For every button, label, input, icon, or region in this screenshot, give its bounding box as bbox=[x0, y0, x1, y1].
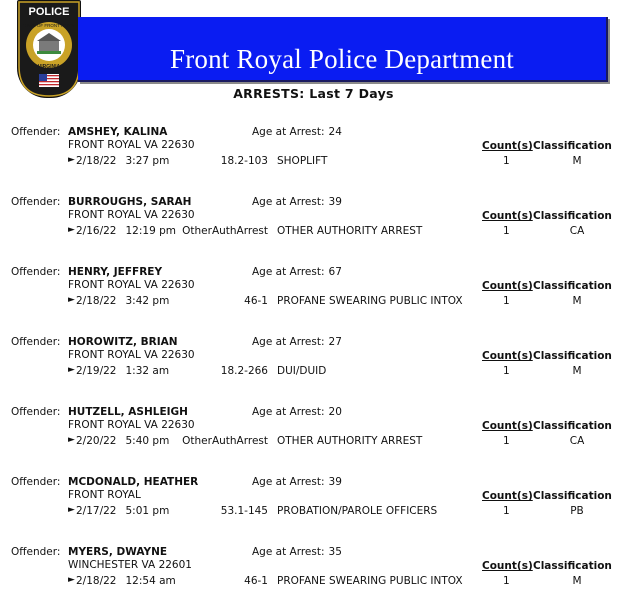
offender-label: Offender: bbox=[11, 476, 61, 488]
classification-header: Classification bbox=[533, 560, 612, 572]
age-at-arrest bbox=[252, 196, 342, 208]
header-banner bbox=[78, 17, 608, 82]
charge-description: SHOPLIFT bbox=[277, 155, 328, 167]
offender-name: MCDONALD, HEATHER bbox=[68, 476, 199, 488]
counts-header: Count(s) bbox=[482, 280, 533, 292]
classification-header: Classification bbox=[533, 490, 612, 502]
age-value: 67 bbox=[328, 266, 342, 278]
charge-classification: M bbox=[572, 155, 582, 167]
age-label: Age at Arrest: bbox=[252, 266, 325, 278]
badge-top-text: POLICE bbox=[28, 6, 70, 18]
offender-name: HOROWITZ, BRIAN bbox=[68, 336, 178, 348]
arrest-record bbox=[0, 404, 627, 474]
classification-header: Classification bbox=[533, 420, 612, 432]
offender-address: FRONT ROYAL VA 22630 bbox=[68, 279, 195, 291]
age-at-arrest bbox=[252, 336, 342, 348]
classification-header: Classification bbox=[533, 350, 612, 362]
offender-name: HENRY, JEFFREY bbox=[68, 266, 163, 278]
offender-label: Offender: bbox=[11, 406, 61, 418]
arrest-date: 2/18/22 bbox=[76, 155, 117, 167]
age-at-arrest bbox=[252, 476, 342, 488]
offender-label: Offender: bbox=[11, 196, 61, 208]
age-value: 39 bbox=[328, 196, 342, 208]
counts-header: Count(s) bbox=[482, 140, 533, 152]
charge-classification: CA bbox=[569, 435, 585, 447]
arrest-record bbox=[0, 474, 627, 544]
classification-header: Classification bbox=[533, 210, 612, 222]
badge-ring-text: TOWN OF FRONT ROYAL bbox=[21, 23, 77, 28]
arrest-record bbox=[0, 544, 627, 614]
charge-description: PROFANE SWEARING PUBLIC INTOX bbox=[277, 295, 463, 307]
arrow-icon: ► bbox=[68, 575, 75, 585]
arrest-record bbox=[0, 334, 627, 404]
arrest-time: 12:19 pm bbox=[125, 225, 176, 237]
offender-address: FRONT ROYAL VA 22630 bbox=[68, 139, 195, 151]
charge-count: 1 bbox=[503, 225, 510, 237]
charge-classification: CA bbox=[569, 225, 585, 237]
arrest-time: 1:32 am bbox=[125, 365, 170, 377]
offender-address: FRONT ROYAL bbox=[68, 489, 141, 501]
charge-code: 18.2-103 bbox=[220, 155, 268, 167]
age-at-arrest bbox=[252, 546, 342, 558]
offender-name: MYERS, DWAYNE bbox=[68, 546, 168, 558]
age-label: Age at Arrest: bbox=[252, 546, 325, 558]
offender-address: WINCHESTER VA 22601 bbox=[68, 559, 192, 571]
age-label: Age at Arrest: bbox=[252, 196, 325, 208]
offender-name: HUTZELL, ASHLEIGH bbox=[68, 406, 188, 418]
badge-bottom-text: VIRGINIA bbox=[37, 64, 61, 70]
counts-header: Count(s) bbox=[482, 560, 533, 572]
classification-header: Classification bbox=[533, 280, 612, 292]
charge-code: 53.1-145 bbox=[220, 505, 268, 517]
arrest-time: 3:27 pm bbox=[125, 155, 170, 167]
arrow-icon: ► bbox=[68, 295, 75, 305]
counts-header: Count(s) bbox=[482, 210, 533, 222]
arrest-record bbox=[0, 264, 627, 334]
age-value: 27 bbox=[328, 336, 342, 348]
arrow-icon: ► bbox=[68, 365, 75, 375]
charge-code: OtherAuthArrest bbox=[182, 435, 268, 447]
arrest-datetime bbox=[76, 155, 169, 167]
arrest-time: 12:54 am bbox=[125, 575, 176, 587]
offender-label: Offender: bbox=[11, 126, 61, 138]
arrow-icon: ► bbox=[68, 505, 75, 515]
counts-header: Count(s) bbox=[482, 420, 533, 432]
arrow-icon: ► bbox=[68, 435, 75, 445]
age-at-arrest bbox=[252, 406, 342, 418]
arrest-records-list bbox=[0, 124, 627, 614]
arrest-datetime bbox=[76, 575, 176, 587]
charge-classification: M bbox=[572, 295, 582, 307]
arrest-record bbox=[0, 194, 627, 264]
offender-label: Offender: bbox=[11, 266, 61, 278]
age-at-arrest bbox=[252, 266, 342, 278]
arrest-date: 2/18/22 bbox=[76, 575, 117, 587]
offender-label: Offender: bbox=[11, 546, 61, 558]
arrow-icon: ► bbox=[68, 225, 75, 235]
arrest-time: 5:40 pm bbox=[125, 435, 170, 447]
offender-address: FRONT ROYAL VA 22630 bbox=[68, 209, 195, 221]
offender-name: BURROUGHS, SARAH bbox=[68, 196, 192, 208]
page-title: Front Royal Police Department bbox=[170, 44, 514, 74]
arrest-date: 2/19/22 bbox=[76, 365, 117, 377]
charge-description: OTHER AUTHORITY ARREST bbox=[277, 225, 423, 237]
charge-count: 1 bbox=[503, 505, 510, 517]
arrest-datetime bbox=[76, 295, 169, 307]
charge-classification: PB bbox=[570, 505, 584, 517]
arrest-date: 2/18/22 bbox=[76, 295, 117, 307]
charge-count: 1 bbox=[503, 295, 510, 307]
offender-address: FRONT ROYAL VA 22630 bbox=[68, 349, 195, 361]
age-value: 24 bbox=[328, 126, 342, 138]
arrest-datetime bbox=[76, 365, 169, 377]
charge-code: 46-1 bbox=[244, 575, 268, 587]
arrest-record bbox=[0, 124, 627, 194]
charge-code: OtherAuthArrest bbox=[182, 225, 268, 237]
charge-code: 18.2-266 bbox=[220, 365, 268, 377]
charge-code: 46-1 bbox=[244, 295, 268, 307]
arrest-datetime bbox=[76, 225, 176, 237]
arrow-icon: ► bbox=[68, 155, 75, 165]
age-value: 20 bbox=[328, 406, 342, 418]
arrest-date: 2/17/22 bbox=[76, 505, 117, 517]
age-label: Age at Arrest: bbox=[252, 336, 325, 348]
charge-classification: M bbox=[572, 365, 582, 377]
charge-description: PROBATION/PAROLE OFFICERS bbox=[277, 505, 438, 517]
offender-address: FRONT ROYAL VA 22630 bbox=[68, 419, 195, 431]
charge-description: OTHER AUTHORITY ARREST bbox=[277, 435, 423, 447]
charge-description: PROFANE SWEARING PUBLIC INTOX bbox=[277, 575, 463, 587]
charge-classification: M bbox=[572, 575, 582, 587]
age-value: 35 bbox=[328, 546, 342, 558]
classification-header: Classification bbox=[533, 140, 612, 152]
arrest-datetime bbox=[76, 435, 169, 447]
counts-header: Count(s) bbox=[482, 350, 533, 362]
counts-header: Count(s) bbox=[482, 490, 533, 502]
police-badge-logo bbox=[17, 0, 81, 98]
arrest-time: 3:42 pm bbox=[125, 295, 170, 307]
report-subtitle: ARRESTS: Last 7 Days bbox=[233, 86, 394, 101]
arrest-datetime bbox=[76, 505, 169, 517]
age-label: Age at Arrest: bbox=[252, 126, 325, 138]
offender-label: Offender: bbox=[11, 336, 61, 348]
charge-count: 1 bbox=[503, 155, 510, 167]
offender-name: AMSHEY, KALINA bbox=[68, 126, 168, 138]
age-label: Age at Arrest: bbox=[252, 406, 325, 418]
age-value: 39 bbox=[328, 476, 342, 488]
charge-count: 1 bbox=[503, 575, 510, 587]
age-at-arrest bbox=[252, 126, 342, 138]
charge-description: DUI/DUID bbox=[277, 365, 327, 377]
age-label: Age at Arrest: bbox=[252, 476, 325, 488]
charge-count: 1 bbox=[503, 365, 510, 377]
arrest-time: 5:01 pm bbox=[125, 505, 170, 517]
arrest-date: 2/16/22 bbox=[76, 225, 117, 237]
charge-count: 1 bbox=[503, 435, 510, 447]
arrest-date: 2/20/22 bbox=[76, 435, 117, 447]
